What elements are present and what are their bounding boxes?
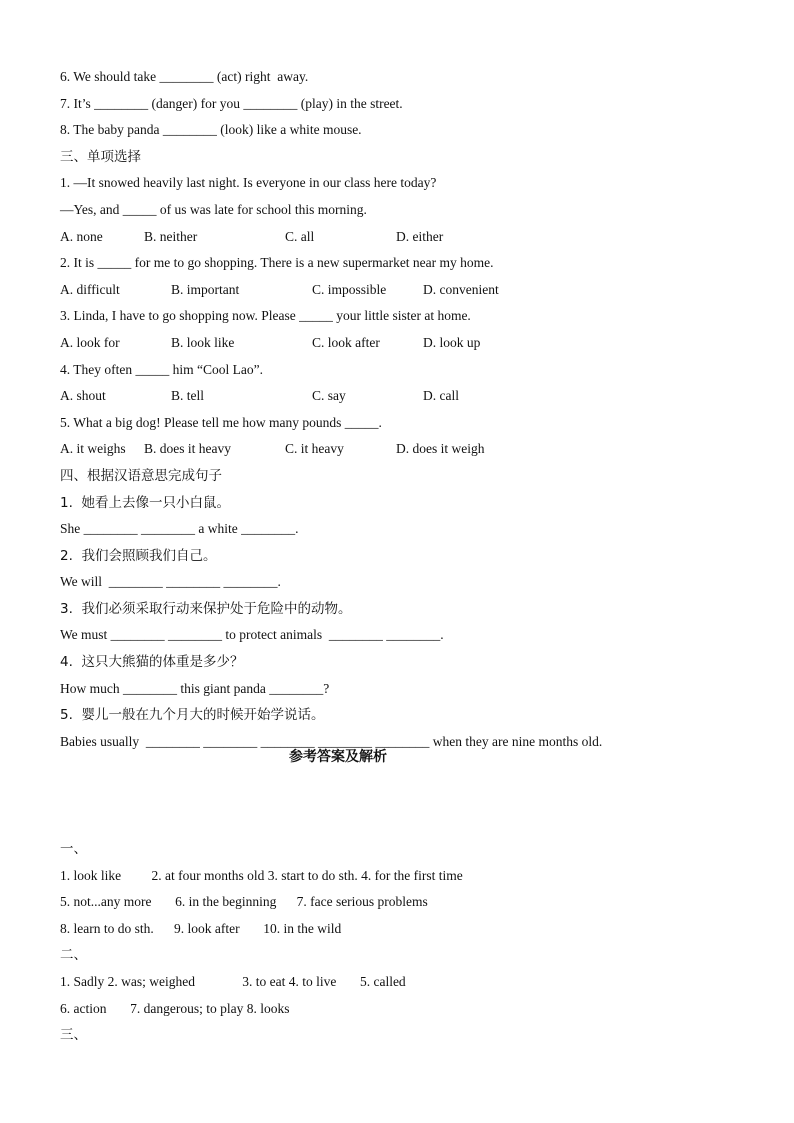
option: C. look after: [312, 334, 380, 350]
option-row: [60, 224, 740, 251]
question-line: 1. —It snowed heavily last night. Is everyone in our class here today?: [60, 175, 437, 191]
option: B. neither: [144, 228, 198, 244]
answer-line: 1. look like 2. at four months old 3. start to do sth. 4. for the first time: [60, 867, 463, 883]
chinese-prompt: 5. 婴儿一般在九个月大的时候开始学说话。: [60, 707, 325, 724]
option-row: [60, 330, 740, 357]
exercise-line: 7. It’s ________ (danger) for you ________ (play) in the street.: [60, 95, 403, 111]
answer-line: 8. learn to do sth. 9. look after 10. in the wild: [60, 920, 342, 936]
chinese-prompt: 4. 这只大熊猫的体重是多少？: [60, 654, 244, 671]
exercise-line: 6. We should take ________ (act) right away.: [60, 69, 309, 84]
option: C. it heavy: [285, 441, 344, 457]
answer-line: 一、: [60, 841, 87, 857]
section-heading: 四、根据汉语意思完成句子: [60, 467, 222, 484]
option-row: [60, 277, 740, 304]
option: A. shout: [60, 388, 106, 404]
option-row: [60, 383, 740, 410]
option: B. does it heavy: [144, 441, 231, 457]
option: D. either: [396, 228, 444, 244]
option: D. convenient: [423, 281, 499, 297]
answer-line: 6. action 7. dangerous; to play 8. looks: [60, 1000, 290, 1016]
chinese-prompt: 3. 我们必须采取行动来保护处于危险中的动物。: [60, 600, 352, 617]
option-row: [60, 436, 740, 463]
english-blank-line: She ________ ________ a white ________.: [60, 521, 299, 537]
option: A. it weighs: [60, 441, 126, 457]
exercise-line: 8. The baby panda ________ (look) like a white mouse.: [60, 122, 362, 138]
question-line: —Yes, and _____ of us was late for school this morning.: [60, 201, 367, 217]
question-line: 4. They often _____ him “Cool Lao”.: [60, 361, 263, 377]
option: A. none: [60, 228, 103, 244]
question-line: 5. What a big dog! Please tell me how many pounds _____.: [60, 414, 382, 430]
option: D. look up: [423, 334, 481, 350]
english-blank-line: How much ________ this giant panda ________?: [60, 680, 330, 696]
option: C. say: [312, 388, 346, 404]
option: C. all: [285, 228, 315, 244]
option: B. tell: [171, 388, 204, 404]
option: B. important: [171, 281, 240, 297]
question-line: 2. It is _____ for me to go shopping. There is a new supermarket near my home.: [60, 255, 494, 271]
english-blank-line: We will ________ ________ ________.: [60, 574, 281, 590]
answer-key: [60, 836, 740, 1049]
answer-line: 二、: [60, 947, 87, 964]
answer-line: 1. Sadly 2. was; weighed 3. to eat 4. to live 5. called: [60, 973, 406, 989]
question-line: 3. Linda, I have to go shopping now. Please _____ your little sister at home.: [60, 308, 471, 324]
option: D. call: [423, 388, 459, 404]
english-blank-line: We must ________ ________ to protect animals ________ ________.: [60, 627, 444, 643]
option: D. does it weigh: [396, 441, 485, 457]
worksheet-body: [60, 64, 740, 755]
answer-line: 三、: [60, 1027, 87, 1044]
answer-line: 5. not...any more 6. in the beginning 7. face serious problems: [60, 894, 428, 910]
answer-key-title: 参考答案及解析: [289, 749, 387, 765]
section-heading: 三、单项选择: [60, 148, 141, 165]
option: B. look like: [171, 334, 235, 350]
chinese-prompt: 1. 她看上去像一只小白鼠。: [60, 494, 230, 511]
option: C. impossible: [312, 281, 387, 297]
english-blank-line: Babies usually ________ ________ ________ ________ ________ when they are nine months old.: [60, 733, 603, 749]
chinese-prompt: 2. 我们会照顾我们自己。: [60, 547, 217, 564]
option: A. difficult: [60, 281, 120, 297]
option: A. look for: [60, 334, 120, 350]
